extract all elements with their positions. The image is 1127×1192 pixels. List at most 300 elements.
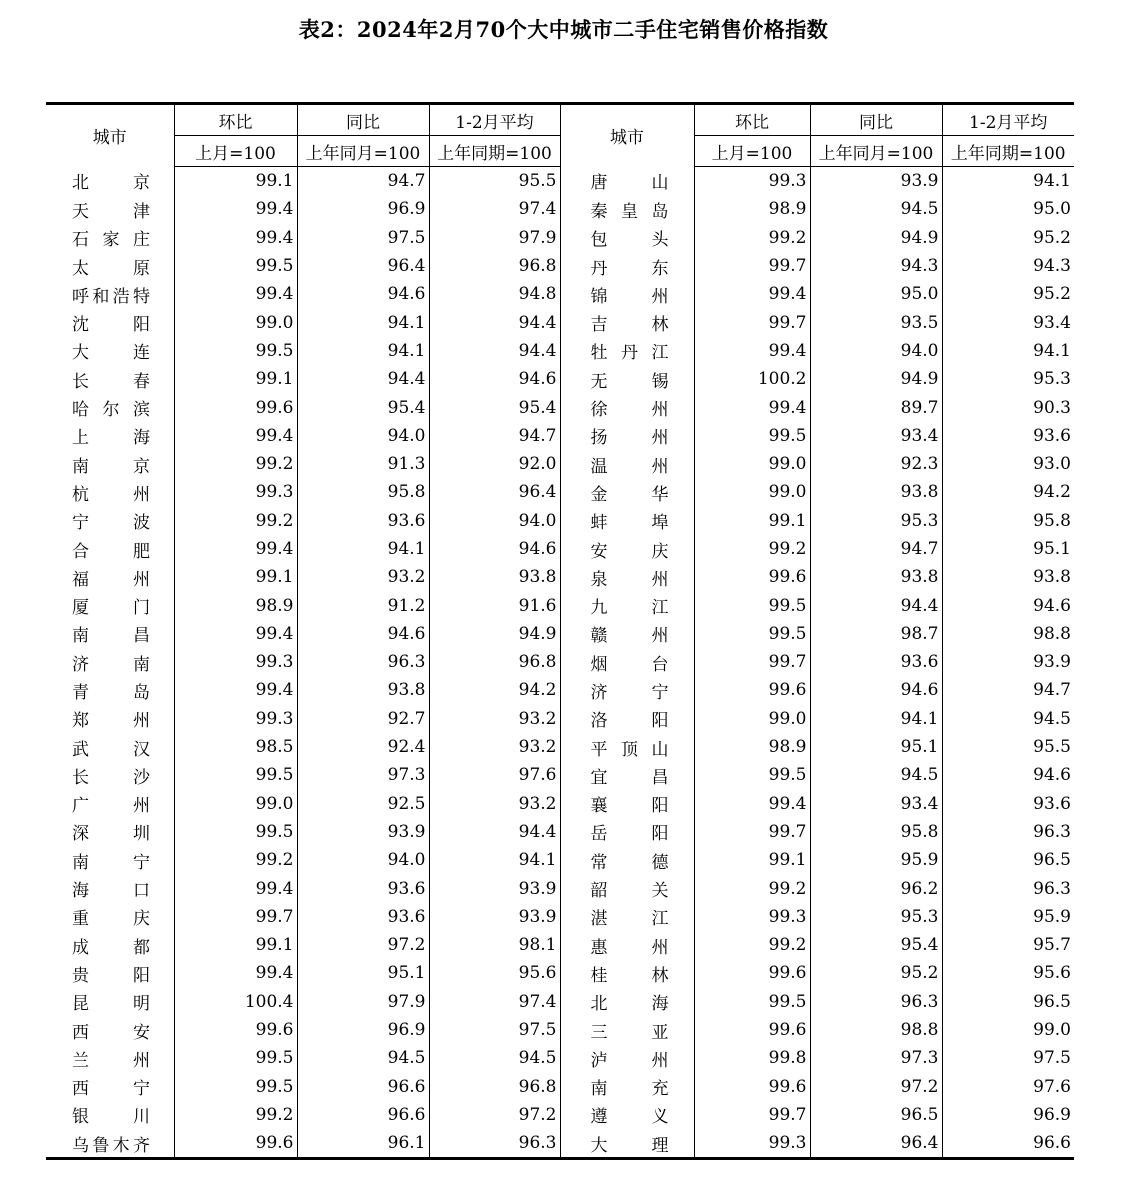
city-name: 泸州 — [590, 1050, 669, 1071]
city-name: 北海 — [590, 994, 669, 1015]
yoy-cell: 97.3 — [297, 761, 429, 789]
yoy-cell: 94.6 — [810, 676, 942, 704]
city-name: 烟台 — [590, 654, 669, 675]
city-cell — [46, 1129, 174, 1159]
table-row — [46, 931, 1074, 959]
city-cell — [560, 252, 694, 280]
yoy-cell: 97.3 — [810, 1044, 942, 1072]
mom-cell: 98.9 — [694, 195, 810, 223]
avg-base-left: 上年同期=100 — [429, 136, 560, 167]
city-cell — [46, 1016, 174, 1044]
city-cell — [46, 620, 174, 648]
city-cell — [46, 959, 174, 987]
table-row — [46, 648, 1074, 676]
avg-cell: 96.8 — [429, 1073, 560, 1101]
yoy-cell: 97.5 — [297, 224, 429, 252]
city-cell — [560, 846, 694, 874]
yoy-cell: 96.3 — [810, 988, 942, 1016]
avg-cell: 96.6 — [942, 1129, 1074, 1159]
city-cell — [46, 761, 174, 789]
city-cell — [46, 1044, 174, 1072]
mom-cell: 99.0 — [174, 790, 297, 818]
yoy-cell: 94.0 — [810, 337, 942, 365]
mom-cell: 99.5 — [694, 422, 810, 450]
yoy-base-left: 上年同月=100 — [297, 136, 429, 167]
yoy-cell: 96.3 — [297, 648, 429, 676]
table-row — [46, 337, 1074, 365]
city-cell — [560, 280, 694, 308]
city-cell — [46, 393, 174, 421]
mom-cell: 99.3 — [174, 478, 297, 506]
city-cell — [560, 705, 694, 733]
city-header-right: 城市 — [560, 104, 694, 167]
mom-cell: 99.0 — [694, 450, 810, 478]
city-name: 贵阳 — [72, 965, 150, 986]
mom-cell: 99.5 — [694, 620, 810, 648]
mom-cell: 99.2 — [694, 224, 810, 252]
yoy-cell: 96.5 — [810, 1101, 942, 1129]
city-name: 九江 — [590, 598, 669, 619]
mom-cell: 99.2 — [174, 1101, 297, 1129]
avg-cell: 93.2 — [429, 790, 560, 818]
mom-cell: 99.6 — [174, 1016, 297, 1044]
city-name: 岳阳 — [590, 824, 669, 845]
avg-cell: 94.2 — [429, 676, 560, 704]
mom-cell: 99.3 — [694, 903, 810, 931]
avg-cell: 93.6 — [942, 422, 1074, 450]
city-cell — [560, 393, 694, 421]
avg-cell: 93.6 — [942, 790, 1074, 818]
mom-cell: 99.1 — [694, 507, 810, 535]
mom-cell: 99.1 — [174, 365, 297, 393]
avg-cell: 94.8 — [429, 280, 560, 308]
city-name: 重庆 — [72, 909, 150, 930]
city-cell — [46, 167, 174, 196]
city-name: 长沙 — [72, 767, 150, 788]
yoy-cell: 93.8 — [297, 676, 429, 704]
table-row — [46, 790, 1074, 818]
mom-base-right: 上月=100 — [694, 136, 810, 167]
city-cell — [46, 507, 174, 535]
avg-cell: 95.4 — [429, 393, 560, 421]
city-cell — [46, 988, 174, 1016]
city-name: 西宁 — [72, 1079, 150, 1100]
mom-cell: 99.4 — [174, 224, 297, 252]
avg-cell: 94.6 — [429, 535, 560, 563]
avg-cell: 94.1 — [942, 337, 1074, 365]
city-name: 锦州 — [590, 286, 669, 307]
city-name: 徐州 — [590, 400, 669, 421]
city-name: 韶关 — [590, 881, 669, 902]
city-cell — [560, 167, 694, 196]
mom-cell: 99.4 — [174, 280, 297, 308]
city-cell — [46, 224, 174, 252]
mom-cell: 99.4 — [174, 535, 297, 563]
city-cell — [46, 591, 174, 619]
city-name: 南宁 — [72, 852, 150, 873]
mom-header-left: 环比 — [174, 104, 297, 136]
city-cell — [46, 1101, 174, 1129]
yoy-cell: 96.4 — [810, 1129, 942, 1159]
yoy-cell: 93.6 — [297, 874, 429, 902]
yoy-cell: 94.4 — [297, 365, 429, 393]
city-name: 呼和浩特 — [72, 286, 150, 307]
yoy-header-right: 同比 — [810, 104, 942, 136]
mom-cell: 99.5 — [694, 988, 810, 1016]
avg-cell: 94.6 — [942, 761, 1074, 789]
avg-cell: 94.7 — [942, 676, 1074, 704]
city-name: 安庆 — [590, 541, 669, 562]
city-name: 金华 — [590, 484, 669, 505]
avg-cell: 98.8 — [942, 620, 1074, 648]
mom-cell: 99.3 — [174, 648, 297, 676]
city-cell — [560, 478, 694, 506]
city-cell — [560, 1016, 694, 1044]
mom-cell: 99.3 — [174, 705, 297, 733]
mom-cell: 99.2 — [174, 846, 297, 874]
city-cell — [46, 846, 174, 874]
avg-cell: 94.4 — [429, 337, 560, 365]
avg-cell: 95.2 — [942, 280, 1074, 308]
city-cell — [560, 224, 694, 252]
city-cell — [560, 308, 694, 336]
table-row — [46, 478, 1074, 506]
city-cell — [46, 733, 174, 761]
yoy-cell: 96.6 — [297, 1073, 429, 1101]
avg-cell: 96.9 — [942, 1101, 1074, 1129]
yoy-cell: 89.7 — [810, 393, 942, 421]
yoy-cell: 92.4 — [297, 733, 429, 761]
avg-cell: 96.8 — [429, 252, 560, 280]
avg-cell: 96.3 — [942, 874, 1074, 902]
avg-cell: 94.5 — [942, 705, 1074, 733]
avg-cell: 97.6 — [429, 761, 560, 789]
city-name: 天津 — [72, 201, 150, 222]
mom-cell: 99.2 — [174, 507, 297, 535]
avg-cell: 95.5 — [942, 733, 1074, 761]
mom-cell: 99.7 — [174, 903, 297, 931]
avg-cell: 96.5 — [942, 846, 1074, 874]
city-cell — [560, 365, 694, 393]
yoy-cell: 97.2 — [810, 1073, 942, 1101]
yoy-base-right: 上年同月=100 — [810, 136, 942, 167]
yoy-cell: 93.9 — [297, 818, 429, 846]
city-name: 北京 — [72, 173, 150, 194]
yoy-cell: 94.7 — [297, 167, 429, 196]
avg-cell: 99.0 — [942, 1016, 1074, 1044]
table-row — [46, 620, 1074, 648]
city-cell — [560, 1044, 694, 1072]
avg-cell: 94.7 — [429, 422, 560, 450]
avg-cell: 96.4 — [429, 478, 560, 506]
avg-cell: 96.3 — [429, 1129, 560, 1159]
yoy-cell: 95.4 — [810, 931, 942, 959]
city-name: 扬州 — [590, 428, 669, 449]
city-name: 乌鲁木齐 — [72, 1135, 150, 1156]
avg-cell: 92.0 — [429, 450, 560, 478]
table-row — [46, 959, 1074, 987]
city-name: 郑州 — [72, 711, 150, 732]
city-name: 湛江 — [590, 909, 669, 930]
city-cell — [560, 337, 694, 365]
city-name: 唐山 — [590, 173, 669, 194]
yoy-cell: 93.8 — [810, 563, 942, 591]
table-row — [46, 676, 1074, 704]
avg-cell: 94.0 — [429, 507, 560, 535]
avg-cell: 93.9 — [429, 903, 560, 931]
city-name: 温州 — [590, 456, 669, 477]
table-row — [46, 903, 1074, 931]
mom-cell: 99.1 — [174, 167, 297, 196]
yoy-cell: 91.2 — [297, 591, 429, 619]
city-name: 长春 — [72, 371, 150, 392]
city-cell — [560, 1101, 694, 1129]
avg-cell: 95.8 — [942, 507, 1074, 535]
yoy-cell: 94.4 — [810, 591, 942, 619]
city-name: 哈尔滨 — [72, 400, 150, 421]
city-cell — [46, 818, 174, 846]
mom-cell: 98.9 — [694, 733, 810, 761]
yoy-cell: 96.9 — [297, 1016, 429, 1044]
mom-cell: 99.5 — [174, 761, 297, 789]
city-cell — [46, 308, 174, 336]
yoy-cell: 95.1 — [297, 959, 429, 987]
city-cell — [560, 450, 694, 478]
avg-cell: 94.1 — [429, 846, 560, 874]
city-cell — [46, 478, 174, 506]
yoy-cell: 95.8 — [297, 478, 429, 506]
city-cell — [560, 988, 694, 1016]
table-row — [46, 507, 1074, 535]
avg-cell: 95.5 — [429, 167, 560, 196]
yoy-cell: 93.6 — [297, 903, 429, 931]
city-cell — [560, 620, 694, 648]
city-cell — [46, 903, 174, 931]
city-name: 石家庄 — [72, 230, 150, 251]
mom-cell: 100.4 — [174, 988, 297, 1016]
city-name: 蚌埠 — [590, 513, 669, 534]
city-cell — [46, 535, 174, 563]
mom-cell: 99.6 — [174, 393, 297, 421]
avg-base-right: 上年同期=100 — [942, 136, 1074, 167]
mom-cell: 99.4 — [174, 620, 297, 648]
city-name: 厦门 — [72, 598, 150, 619]
table-row — [46, 818, 1074, 846]
avg-cell: 94.3 — [942, 252, 1074, 280]
mom-cell: 99.1 — [694, 846, 810, 874]
mom-cell: 99.5 — [694, 591, 810, 619]
table-row — [46, 563, 1074, 591]
city-name: 太原 — [72, 258, 150, 279]
city-name: 福州 — [72, 569, 150, 590]
mom-cell: 99.4 — [694, 393, 810, 421]
mom-cell: 99.1 — [174, 931, 297, 959]
city-cell — [560, 676, 694, 704]
city-cell — [560, 761, 694, 789]
table-row — [46, 1073, 1074, 1101]
city-cell — [560, 790, 694, 818]
city-name: 无锡 — [590, 371, 669, 392]
table-row — [46, 1016, 1074, 1044]
city-cell — [560, 195, 694, 223]
mom-cell: 99.0 — [694, 705, 810, 733]
city-name: 南昌 — [72, 626, 150, 647]
city-name: 襄阳 — [590, 796, 669, 817]
city-cell — [560, 563, 694, 591]
table-row — [46, 393, 1074, 421]
mom-cell: 99.2 — [694, 535, 810, 563]
yoy-cell: 94.1 — [810, 705, 942, 733]
table-row — [46, 591, 1074, 619]
avg-cell: 93.4 — [942, 308, 1074, 336]
page-title: 表2：2024年2月70个大中城市二手住宅销售价格指数 — [298, 17, 829, 42]
city-cell — [46, 422, 174, 450]
mom-cell: 99.5 — [694, 761, 810, 789]
avg-cell: 94.5 — [429, 1044, 560, 1072]
avg-cell: 96.3 — [942, 818, 1074, 846]
mom-cell: 99.2 — [174, 450, 297, 478]
mom-cell: 99.4 — [694, 790, 810, 818]
city-cell — [46, 790, 174, 818]
city-name: 宁波 — [72, 513, 150, 534]
city-cell — [46, 705, 174, 733]
yoy-cell: 95.3 — [810, 903, 942, 931]
yoy-cell: 95.1 — [810, 733, 942, 761]
city-name: 南充 — [590, 1079, 669, 1100]
avg-cell: 97.6 — [942, 1073, 1074, 1101]
avg-cell: 93.9 — [429, 874, 560, 902]
table-row — [46, 846, 1074, 874]
avg-header-left: 1-2月平均 — [429, 104, 560, 136]
yoy-cell: 96.6 — [297, 1101, 429, 1129]
avg-cell: 95.6 — [429, 959, 560, 987]
yoy-cell: 93.8 — [810, 478, 942, 506]
city-cell — [560, 591, 694, 619]
yoy-cell: 95.4 — [297, 393, 429, 421]
yoy-cell: 93.9 — [810, 167, 942, 196]
city-name: 常德 — [590, 852, 669, 873]
city-name: 三亚 — [590, 1022, 669, 1043]
yoy-cell: 94.1 — [297, 535, 429, 563]
mom-cell: 99.6 — [694, 1073, 810, 1101]
yoy-cell: 96.4 — [297, 252, 429, 280]
mom-cell: 99.5 — [174, 818, 297, 846]
city-cell — [46, 563, 174, 591]
city-name: 银川 — [72, 1107, 150, 1128]
avg-cell: 95.1 — [942, 535, 1074, 563]
mom-cell: 99.4 — [694, 337, 810, 365]
city-name: 济宁 — [590, 682, 669, 703]
mom-cell: 99.4 — [174, 874, 297, 902]
avg-cell: 97.5 — [429, 1016, 560, 1044]
avg-cell: 97.2 — [429, 1101, 560, 1129]
yoy-cell: 91.3 — [297, 450, 429, 478]
avg-cell: 96.8 — [429, 648, 560, 676]
yoy-cell: 96.9 — [297, 195, 429, 223]
mom-cell: 99.3 — [694, 167, 810, 196]
mom-cell: 99.7 — [694, 818, 810, 846]
mom-cell: 99.6 — [694, 563, 810, 591]
yoy-cell: 94.9 — [810, 365, 942, 393]
table-row — [46, 195, 1074, 223]
city-cell — [560, 931, 694, 959]
avg-cell: 94.9 — [429, 620, 560, 648]
avg-cell: 95.2 — [942, 224, 1074, 252]
yoy-cell: 98.8 — [810, 1016, 942, 1044]
city-cell — [46, 337, 174, 365]
city-name: 宜昌 — [590, 767, 669, 788]
city-cell — [560, 959, 694, 987]
table-row — [46, 1044, 1074, 1072]
avg-header-right: 1-2月平均 — [942, 104, 1074, 136]
yoy-cell: 95.0 — [810, 280, 942, 308]
city-cell — [560, 507, 694, 535]
mom-cell: 99.6 — [694, 676, 810, 704]
city-name: 吉林 — [590, 315, 669, 336]
city-header-left: 城市 — [46, 104, 174, 167]
city-cell — [46, 648, 174, 676]
price-index-table — [46, 102, 1074, 1160]
city-cell — [560, 903, 694, 931]
avg-cell: 95.0 — [942, 195, 1074, 223]
city-name: 深圳 — [72, 824, 150, 845]
avg-cell: 94.6 — [942, 591, 1074, 619]
city-name: 南京 — [72, 456, 150, 477]
yoy-cell: 92.7 — [297, 705, 429, 733]
city-name: 沈阳 — [72, 315, 150, 336]
city-cell — [560, 648, 694, 676]
mom-cell: 99.7 — [694, 308, 810, 336]
city-cell — [560, 1073, 694, 1101]
table-row — [46, 224, 1074, 252]
table-row — [46, 535, 1074, 563]
mom-cell: 99.5 — [174, 337, 297, 365]
yoy-cell: 97.2 — [297, 931, 429, 959]
mom-cell: 99.2 — [694, 931, 810, 959]
mom-cell: 99.2 — [694, 874, 810, 902]
table-row — [46, 761, 1074, 789]
avg-cell: 94.1 — [942, 167, 1074, 196]
city-name: 赣州 — [590, 626, 669, 647]
city-name: 济南 — [72, 654, 150, 675]
city-name: 成都 — [72, 937, 150, 958]
avg-cell: 98.1 — [429, 931, 560, 959]
city-name: 牡丹江 — [590, 343, 669, 364]
city-name: 遵义 — [590, 1107, 669, 1128]
avg-cell: 97.4 — [429, 988, 560, 1016]
yoy-header-left: 同比 — [297, 104, 429, 136]
city-cell — [46, 931, 174, 959]
yoy-cell: 94.6 — [297, 620, 429, 648]
table-row — [46, 1101, 1074, 1129]
yoy-cell: 94.5 — [810, 761, 942, 789]
mom-cell: 99.1 — [174, 563, 297, 591]
mom-cell: 99.4 — [694, 280, 810, 308]
city-cell — [560, 874, 694, 902]
yoy-cell: 97.9 — [297, 988, 429, 1016]
yoy-cell: 92.3 — [810, 450, 942, 478]
city-name: 青岛 — [72, 682, 150, 703]
city-name: 包头 — [590, 230, 669, 251]
mom-cell: 99.4 — [174, 676, 297, 704]
yoy-cell: 94.5 — [810, 195, 942, 223]
city-cell — [560, 1129, 694, 1159]
city-cell — [560, 818, 694, 846]
yoy-cell: 95.3 — [810, 507, 942, 535]
yoy-cell: 94.0 — [297, 422, 429, 450]
avg-cell: 95.3 — [942, 365, 1074, 393]
city-name: 兰州 — [72, 1050, 150, 1071]
